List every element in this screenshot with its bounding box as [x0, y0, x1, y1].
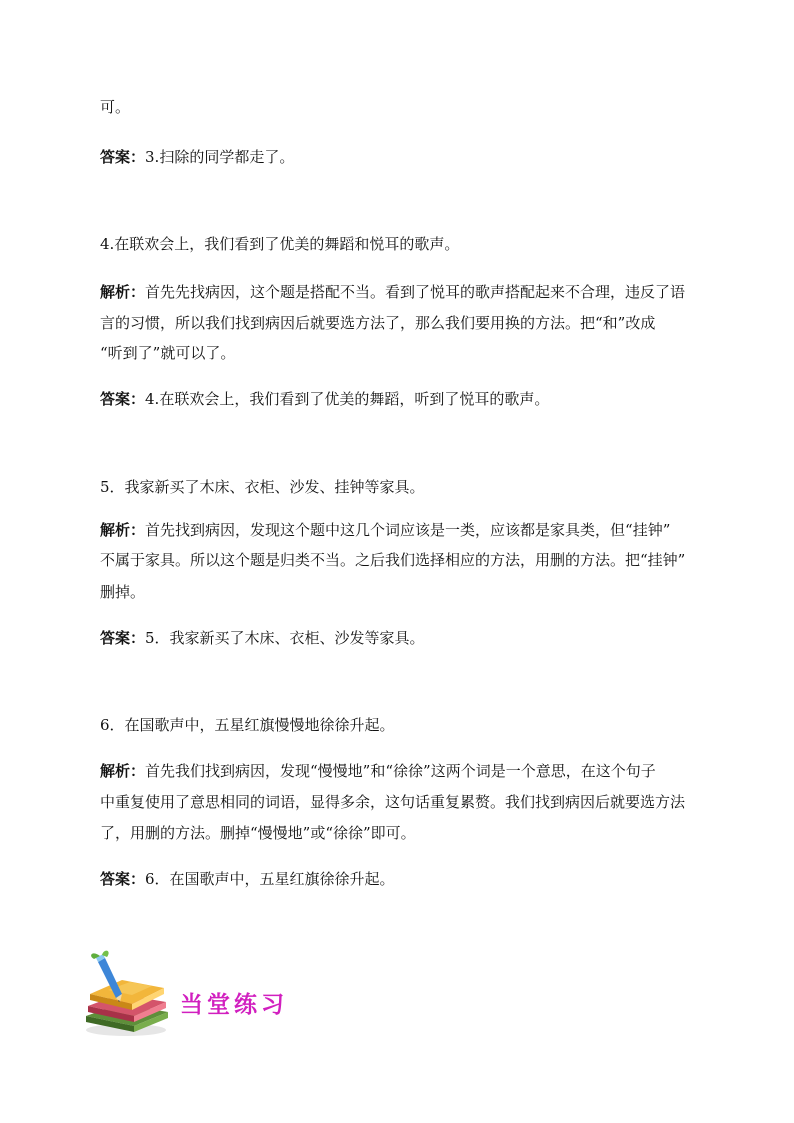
- answer-text: 6．在国歌声中，五星红旗徐徐升起。: [145, 870, 395, 888]
- answer-text: 5．我家新买了木床、衣柜、沙发等家具。: [145, 629, 425, 647]
- text-line: 可。: [100, 98, 131, 116]
- question-6: 6．在国歌声中，五星红旗慢慢地徐徐升起。: [100, 716, 395, 734]
- answer-label: 答案：: [100, 390, 146, 408]
- answer-text: 4.在联欢会上，我们看到了优美的舞蹈，听到了悦耳的歌声。: [145, 390, 550, 408]
- question-5: 5．我家新买了木床、衣柜、沙发、挂钟等家具。: [100, 478, 425, 496]
- answer-label: 答案：: [100, 870, 146, 888]
- analysis-6-line-1: 解析：首先我们找到病因，发现“慢慢地”和“徐徐”这两个词是一个意思，在这个句子: [100, 762, 656, 780]
- book-stack-pencil-icon: [78, 950, 174, 1040]
- analysis-5-line-2: 不属于家具。所以这个题是归类不当。之后我们选择相应的方法，用删的方法。把“挂钟”: [100, 551, 686, 569]
- answer-label: 答案：: [100, 148, 146, 166]
- analysis-4-line-2: 言的习惯，所以我们找到病因后就要选方法了，那么我们要用换的方法。把“和”改成: [100, 314, 656, 332]
- analysis-label: 解析：: [100, 283, 146, 301]
- analysis-label: 解析：: [100, 521, 146, 539]
- question-4: 4.在联欢会上，我们看到了优美的舞蹈和悦耳的歌声。: [100, 235, 460, 253]
- answer-4: [100, 392, 549, 407]
- answer-label: 答案：: [100, 629, 146, 647]
- analysis-label: 解析：: [100, 762, 146, 780]
- analysis-6-line-3: 了，用删的方法。删掉“慢慢地”或“徐徐”即可。: [100, 824, 416, 842]
- answer-5: [100, 631, 425, 646]
- analysis-5-line-1: 解析：首先找到病因，发现这个题中这几个词应该是一类，应该都是家具类，但“挂钟”: [100, 521, 671, 539]
- answer-3: [100, 150, 294, 165]
- analysis-4-line-1: 解析：首先先找病因，这个题是搭配不当。看到了悦耳的歌声搭配起来不合理，违反了语: [100, 283, 686, 301]
- answer-text: 3.扫除的同学都走了。: [145, 148, 295, 166]
- answer-6: [100, 872, 395, 887]
- analysis-6-line-2: 中重复使用了意思相同的词语，显得多余，这句话重复累赘。我们找到病因后就要选方法: [100, 793, 686, 811]
- analysis-4-line-3: “听到了”就可以了。: [100, 344, 236, 362]
- analysis-5-line-3: 删掉。: [100, 583, 146, 601]
- section-heading: [78, 950, 308, 1040]
- section-title: 当堂练习: [180, 992, 288, 1018]
